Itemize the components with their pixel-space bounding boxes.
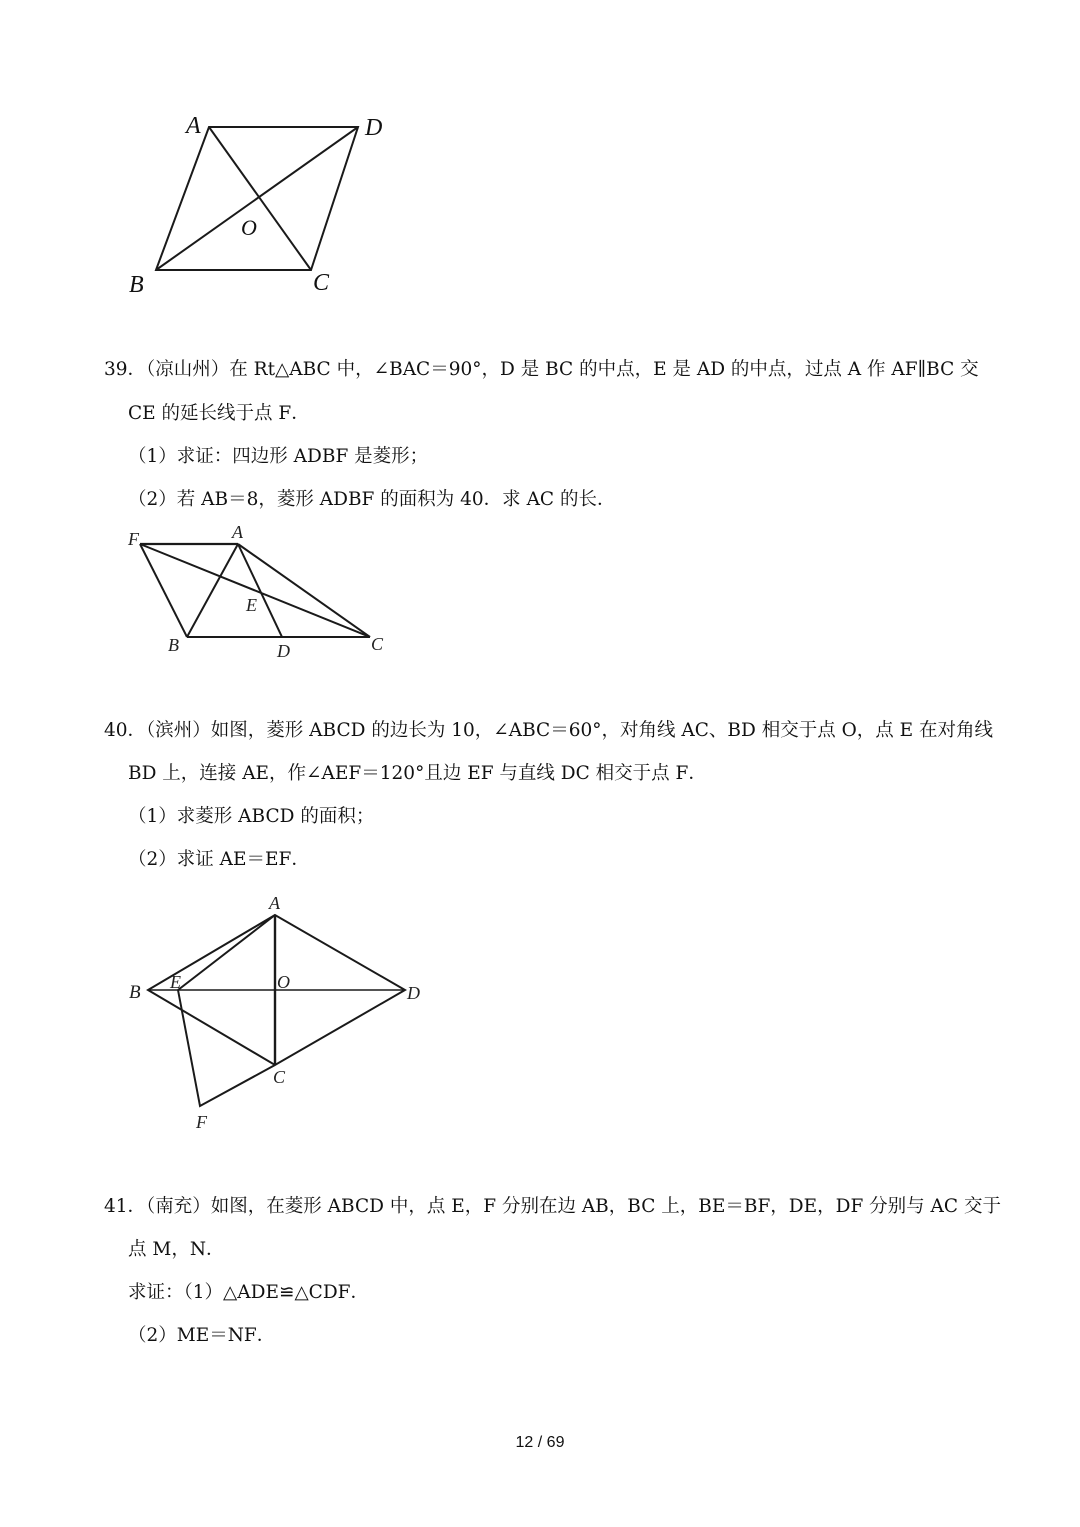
label-o: O [277,972,290,992]
problem-40-part-2: （2）求证 AE＝EF． [128,849,310,870]
problem-39-part-1: （1）求证：四边形 ADBF 是菱形； [128,446,429,467]
label-d: D [277,641,290,660]
label-e: E [170,972,181,992]
label-c: C [273,1067,286,1087]
label-a: A [232,522,243,542]
problem-41-line-1: 41．（南充）如图，在菱形 ABCD 中，点 E，F 分别在边 AB，BC 上，BE＝BF，DE，DF 分别与 AC 交于 [104,1196,1001,1217]
label-e: E [246,595,257,615]
problem-41-part-2: （2）ME＝NF． [128,1325,276,1346]
problem-39-line-1: 39．（凉山州）在 Rt△ABC 中，∠BAC＝90°，D 是 BC 的中点，E 是 AD 的中点，过点 A 作 AF∥BC 交 [104,359,979,380]
figure-rhombus-adbf [120,520,400,660]
problem-40-line-1: 40．（滨州）如图，菱形 ABCD 的边长为 10，∠ABC＝60°，对角线 AC、BD 相交于点 O，点 E 在对角线 [104,720,994,741]
label-o: O [241,215,257,240]
problem-40-part-1: （1）求菱形 ABCD 的面积； [128,806,375,827]
figure-rhombus-abcd-with-e-f [120,885,440,1135]
label-d: D [407,983,420,1003]
problem-39-part-2: （2）若 AB＝8，菱形 ADBF 的面积为 40．求 AC 的长． [128,489,616,510]
problem-41-part-1: 求证：（1）△ADE≌△CDF． [128,1282,369,1303]
label-f: F [128,529,139,549]
label-a: A [269,893,280,913]
label-c: C [313,270,330,296]
label-d: D [365,115,383,141]
label-a: A [186,113,201,139]
problem-41-line-2: 点 M，N． [128,1239,225,1260]
problem-40-line-2: BD 上，连接 AE，作∠AEF＝120°且边 EF 与直线 DC 相交于点 F． [128,763,707,784]
label-c: C [371,634,384,654]
label-b: B [129,982,141,1003]
problem-39-line-2: CE 的延长线于点 F． [128,403,310,424]
label-f: F [196,1112,207,1132]
label-b: B [168,635,179,655]
figure-parallelogram-abcd [110,100,430,310]
page-number: 12 / 69 [515,1434,565,1451]
label-b: B [129,272,144,298]
